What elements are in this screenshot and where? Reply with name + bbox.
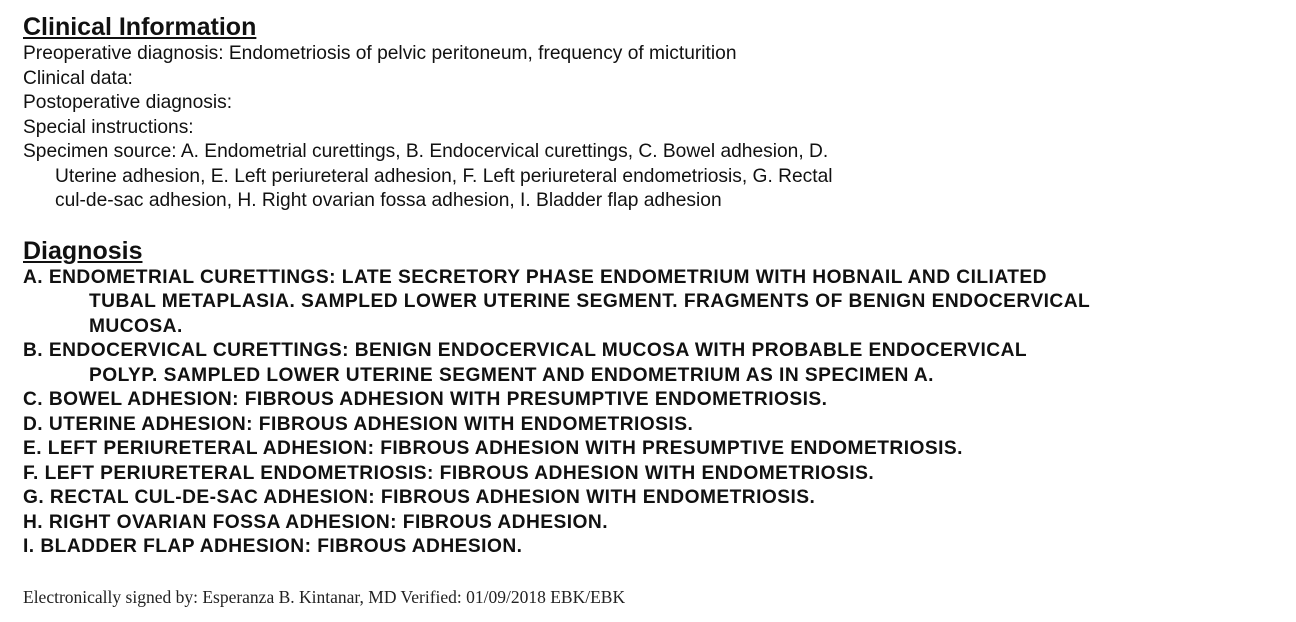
diagnosis-line: F. LEFT PERIURETERAL ENDOMETRIOSIS: FIBROUS ADHESION WITH ENDOMETRIOSIS.: [23, 462, 875, 484]
specimen-source: [23, 140, 1288, 214]
clinical-data: Clinical data:: [23, 67, 133, 89]
clinical-information-section: [23, 12, 1288, 214]
diagnosis-heading: Diagnosis: [23, 236, 143, 265]
diagnosis-item-b: [23, 339, 1288, 388]
diagnosis-line: MUCOSA.: [89, 315, 183, 337]
specimen-source-line: Uterine adhesion, E. Left periureteral adhesion, F. Left periureteral endometriosis, G. Rectal: [55, 165, 833, 187]
specimen-source-line: Specimen source: A. Endometrial curettings, B. Endocervical curettings, C. Bowel adhesion, D.: [23, 141, 829, 162]
diagnosis-line: B. ENDOCERVICAL CURETTINGS: BENIGN ENDOCERVICAL MUCOSA WITH PROBABLE ENDOCERVICAL: [23, 340, 1028, 361]
diagnosis-item-e: [23, 437, 1288, 462]
diagnosis-line: D. UTERINE ADHESION: FIBROUS ADHESION WITH ENDOMETRIOSIS.: [23, 413, 694, 435]
diagnosis-line: G. RECTAL CUL-DE-SAC ADHESION: FIBROUS ADHESION WITH ENDOMETRIOSIS.: [23, 487, 816, 508]
diagnosis-list: [23, 266, 1288, 560]
preoperative-diagnosis: Preoperative diagnosis: Endometriosis of pelvic peritoneum, frequency of micturition: [23, 43, 737, 64]
clinical-information-heading: Clinical Information: [23, 13, 257, 41]
diagnosis-item-f: [23, 462, 1288, 487]
diagnosis-item-i: [23, 535, 1288, 560]
diagnosis-line: POLYP. SAMPLED LOWER UTERINE SEGMENT AND ENDOMETRIUM AS IN SPECIMEN A.: [89, 364, 934, 386]
diagnosis-item-g: [23, 486, 1288, 511]
specimen-source-line: cul-de-sac adhesion, H. Right ovarian fossa adhesion, I. Bladder flap adhesion: [55, 190, 722, 211]
diagnosis-item-a: [23, 266, 1288, 340]
diagnosis-line: TUBAL METAPLASIA. SAMPLED LOWER UTERINE SEGMENT. FRAGMENTS OF BENIGN ENDOCERVICAL: [89, 291, 1091, 312]
diagnosis-item-c: [23, 388, 1288, 413]
diagnosis-line: I. BLADDER FLAP ADHESION: FIBROUS ADHESION.: [23, 536, 523, 557]
diagnosis-item-h: [23, 511, 1288, 536]
clinical-information-body: [23, 42, 1288, 214]
report-page: [23, 12, 1288, 560]
diagnosis-line: A. ENDOMETRIAL CURETTINGS: LATE SECRETORY PHASE ENDOMETRIUM WITH HOBNAIL AND CILIATED: [23, 266, 1047, 288]
diagnosis-line: H. RIGHT OVARIAN FOSSA ADHESION: FIBROUS ADHESION.: [23, 511, 608, 533]
electronic-signature: Electronically signed by: Esperanza B. Kintanar, MD Verified: 01/09/2018 EBK/EBK: [23, 587, 626, 607]
diagnosis-section: [23, 236, 1288, 560]
diagnosis-item-d: [23, 413, 1288, 438]
diagnosis-line: C. BOWEL ADHESION: FIBROUS ADHESION WITH PRESUMPTIVE ENDOMETRIOSIS.: [23, 389, 828, 410]
special-instructions: Special instructions:: [23, 116, 194, 138]
diagnosis-line: E. LEFT PERIURETERAL ADHESION: FIBROUS ADHESION WITH PRESUMPTIVE ENDOMETRIOSIS.: [23, 438, 963, 459]
postoperative-diagnosis: Postoperative diagnosis:: [23, 92, 233, 113]
